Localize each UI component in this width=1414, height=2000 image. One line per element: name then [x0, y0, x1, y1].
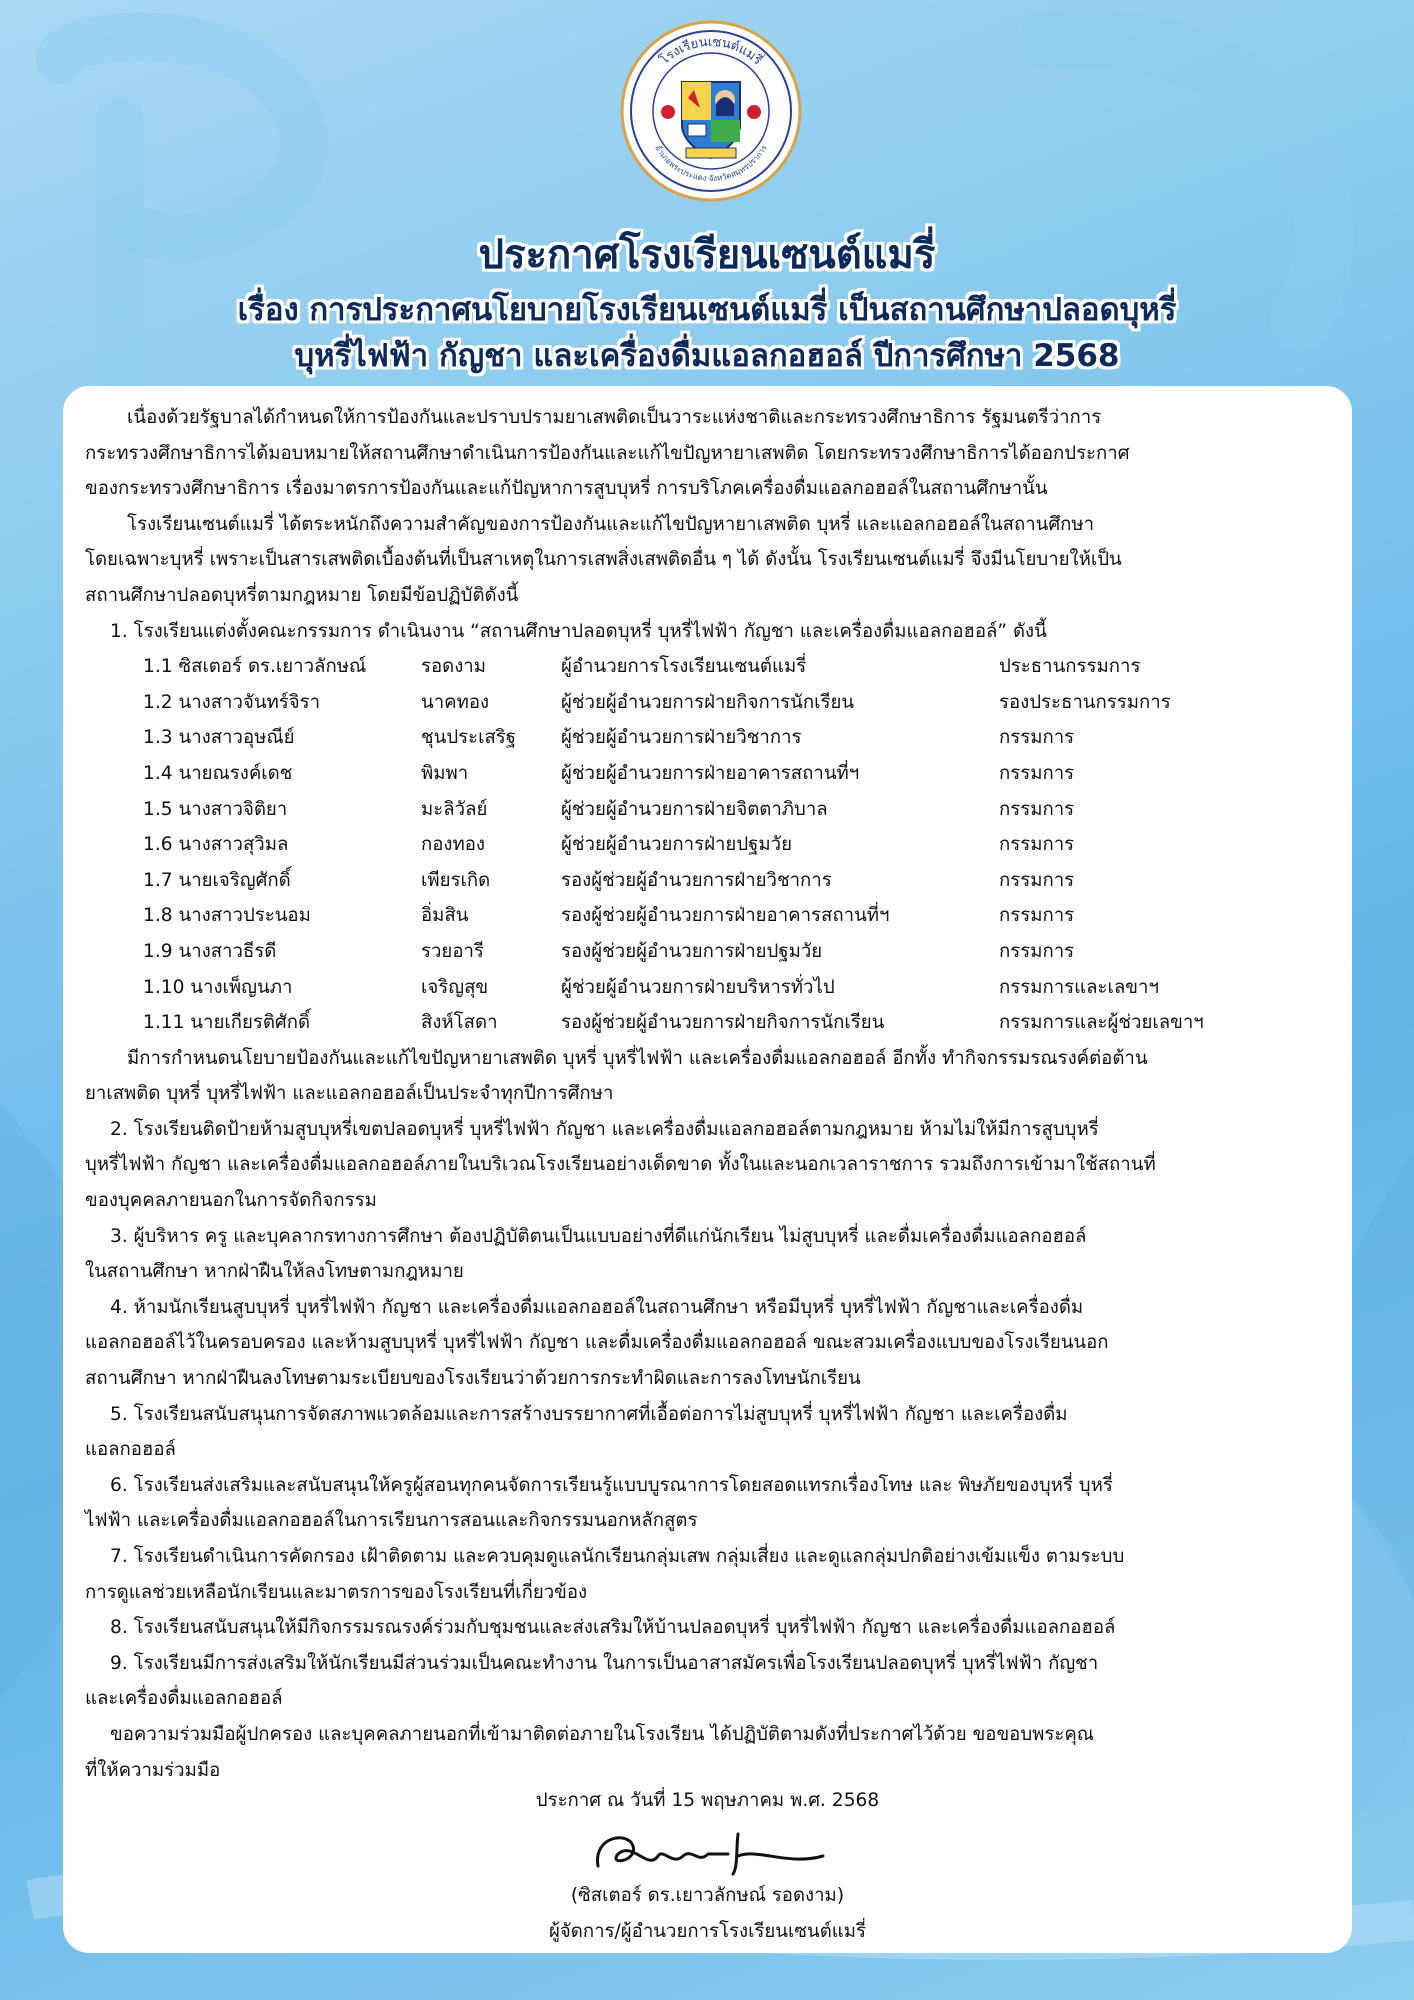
policy-line: ของบุคคลภายนอกในการจัดกิจกรรม [85, 1190, 377, 1212]
committee-row [85, 756, 1341, 792]
policy-line: 7. โรงเรียนดำเนินการคัดกรอง เฝ้าติดตาม และควบคุมดูแลนักเรียนกลุ่มเสพ กลุ่มเสี่ยง และดูแลกลุ่มปกติอย่างเข้มแข็ง ตามระบบ [110, 1546, 1125, 1567]
committee-member-surname: นาคทอง [421, 691, 490, 713]
committee-member-surname: เจริญสุข [421, 976, 489, 998]
committee-member-name: 1.8 นางสาวประนอม [143, 905, 311, 927]
committee-row [85, 720, 1341, 756]
committee-member-name: 1.3 นางสาวอุษณีย์ [143, 727, 295, 749]
page-subtitle-2: บุหรี่ไฟฟ้า กัญชา และเครื่องดื่มแอลกอฮอล์ ปีการศึกษา 2568 [294, 338, 1120, 374]
committee-row [85, 863, 1341, 899]
policy-line: และเครื่องดื่มแอลกอฮอล์ [85, 1688, 283, 1710]
policy-line: การดูแลช่วยเหลือนักเรียนและมาตรการของโรงเรียนที่เกี่ยวข้อง [85, 1581, 588, 1603]
committee-member-position: ผู้ช่วยผู้อำนวยการฝ่ายบริหารทั่วไป [561, 976, 835, 998]
committee-member-name: 1.4 นายณรงค์เดช [143, 762, 293, 784]
committee-row [85, 827, 1341, 863]
school-logo [620, 20, 802, 202]
committee-member-name: 1.9 นางสาวธีรดี [143, 940, 277, 962]
committee-member-name: 1.11 นายเกียรติศักดิ์ [143, 1012, 311, 1034]
announcement-card [63, 386, 1352, 1953]
committee-member-role: ประธานกรรมการ [999, 656, 1141, 678]
committee-row [85, 934, 1341, 970]
signatory-name: (ซิสเตอร์ ดร.เยาวลักษณ์ รอดงาม) [570, 1885, 845, 1906]
intro-line: เนื่องด้วยรัฐบาลได้กำหนดให้การป้องกันและปราบปรามยาเสพติดเป็นวาระแห่งชาติและกระทรวงศึกษาธิการ รัฐมนตรีว่าการ [127, 407, 1102, 428]
policy-list [85, 1041, 1341, 1788]
committee-member-role: กรรมการและเลขาฯ [999, 976, 1159, 998]
intro-line: กระทรวงศึกษาธิการได้มอบหมายให้สถานศึกษาดำเนินการป้องกันและแก้ไขปัญหายาเสพติด โดยกระทรวงศึกษาธิการได้ออกประกาศ [85, 442, 1130, 464]
committee-member-role: รองประธานกรรมการ [999, 691, 1171, 713]
committee-member-surname: สิงห์โสดา [421, 1012, 498, 1034]
committee-member-position: ผู้ช่วยผู้อำนวยการฝ่ายอาคารสถานที่ฯ [561, 762, 860, 784]
committee-member-surname: รอดงาม [421, 656, 487, 678]
committee-list [85, 649, 1341, 1041]
committee-member-role: กรรมการ [999, 869, 1075, 891]
committee-row [85, 792, 1341, 828]
committee-member-role: กรรมการและผู้ช่วยเลขาฯ [999, 1012, 1204, 1034]
committee-member-name: 1.5 นางสาวจิติยา [143, 798, 288, 820]
committee-row [85, 970, 1341, 1006]
intro-line: โดยเฉพาะบุหรี่ เพราะเป็นสารเสพติดเบื้องต้นที่เป็นสาเหตุในการเสพสิ่งเสพติดอื่น ๆ ได้ ดังนั้น โรงเรียนเซนต์แมรี่ จึงมีนโยบายให้เป็น [85, 549, 1122, 571]
committee-row [85, 649, 1341, 685]
signature-image [588, 1826, 828, 1882]
committee-member-surname: กองทอง [421, 834, 486, 856]
policy-line: 3. ผู้บริหาร ครู และบุคลากรทางการศึกษา ต้องปฏิบัติตนเป็นแบบอย่างที่ดีแก่นักเรียน ไม่สูบบุหรี่ และดื่มเครื่องดื่มแอลกอฮอล์ [110, 1225, 1087, 1247]
announcement-body [85, 400, 1341, 1788]
policy-line: สถานศึกษา หากฝ่าฝืนลงโทษตามระเบียบของโรงเรียนว่าด้วยการกระทำผิดและการลงโทษนักเรียน [85, 1368, 861, 1390]
policy-line: 2. โรงเรียนติดป้ายห้ามสูบบุหรี่เขตปลอดบุหรี่ บุหรี่ไฟฟ้า กัญชา และเครื่องดื่มแอลกอฮอล์ตามกฎหมาย ห้ามไม่ให้มีการสูบบุหรี่ [110, 1118, 1099, 1140]
intro-line: ของกระทรวงศึกษาธิการ เรื่องมาตรการป้องกันและแก้ปัญหาการสูบบุหรี่ การบริโภคเครื่องดื่มแอลกอฮอล์ในสถานศึกษานั้น [85, 478, 1048, 500]
committee-member-surname: ชุนประเสริฐ [421, 727, 517, 749]
policy-line: 5. โรงเรียนสนับสนุนการจัดสภาพแวดล้อมและการสร้างบรรยากาศที่เอื้อต่อการไม่สูบบุหรี่ บุหรี่ไฟฟ้า กัญชา และเครื่องดื่ม [110, 1403, 1068, 1425]
policy-line: มีการกำหนดนโยบายป้องกันและแก้ไขปัญหายาเสพติด บุหรี่ บุหรี่ไฟฟ้า และเครื่องดื่มแอลกอฮอล์ อีกทั้ง ทำกิจกรรมรณรงค์ต่อต้าน [127, 1047, 1148, 1069]
committee-row [85, 1005, 1341, 1041]
policy-line: ในสถานศึกษา หากฝ่าฝืนให้ลงโทษตามกฎหมาย [85, 1261, 464, 1283]
policy-line: ขอความร่วมมือผู้ปกครอง และบุคคลภายนอกที่เข้ามาติดต่อภายในโรงเรียน ได้ปฏิบัติตามดังที่ประกาศไว้ด้วย ขอขอบพระคุณ [110, 1723, 1095, 1745]
committee-member-role: กรรมการ [999, 727, 1075, 749]
committee-member-position: รองผู้ช่วยผู้อำนวยการฝ่ายกิจการนักเรียน [561, 1012, 885, 1034]
committee-member-surname: พิมพา [421, 762, 469, 784]
logo-ring-text-bottom: อำเภอพระประแดง จังหวัดสมุทรปราการ [653, 143, 769, 184]
policy-item-1: 1. โรงเรียนแต่งตั้งคณะกรรมการ ดำเนินงาน “สถานศึกษาปลอดบุหรี่ บุหรี่ไฟฟ้า กัญชา และเครื่องดื่มแอลกอฮอล์” ดังนี้ [110, 620, 1047, 642]
policy-line: ไฟฟ้า และเครื่องดื่มแอลกอฮอล์ในการเรียนการสอนและกิจกรรมนอกหลักสูตร [85, 1510, 698, 1532]
committee-member-name: 1.7 นายเจริญศักดิ์ [143, 869, 291, 891]
committee-row [85, 898, 1341, 934]
policy-line: แอลกอฮอล์ไว้ในครอบครอง และห้ามสูบบุหรี่ บุหรี่ไฟฟ้า กัญชา และดื่มเครื่องดื่มแอลกอฮอล์ ขณะสวมเครื่องแบบของโรงเรียนนอก [85, 1332, 1109, 1354]
committee-member-surname: อิ่มสิน [421, 905, 469, 927]
signatory-title: ผู้จัดการ/ผู้อำนวยการโรงเรียนเซนต์แมรี่ [548, 1921, 867, 1942]
committee-member-position: ผู้ช่วยผู้อำนวยการฝ่ายวิชาการ [561, 727, 802, 749]
policy-line: บุหรี่ไฟฟ้า กัญชา และเครื่องดื่มแอลกอฮอล์ภายในบริเวณโรงเรียนอย่างเด็ดขาด ทั้งในและนอกเวลาราชการ รวมถึงการเข้ามาใช้สถานที่ [85, 1154, 1156, 1176]
intro-line: สถานศึกษาปลอดบุหรี่ตามกฎหมาย โดยมีข้อปฏิบัติดังนี้ [85, 584, 519, 606]
committee-member-position: ผู้ช่วยผู้อำนวยการฝ่ายกิจการนักเรียน [561, 691, 855, 713]
committee-member-role: กรรมการ [999, 798, 1075, 820]
committee-member-name: 1.2 นางสาวจันทร์จิรา [143, 691, 321, 713]
committee-member-surname: รวยอารี [421, 940, 484, 962]
committee-member-position: ผู้อำนวยการโรงเรียนเซนต์แมรี่ [561, 656, 807, 678]
committee-member-name: 1.1 ซิสเตอร์ ดร.เยาวลักษณ์ [143, 656, 367, 678]
committee-member-role: กรรมการ [999, 940, 1075, 962]
intro-line: โรงเรียนเซนต์แมรี่ ได้ตระหนักถึงความสำคัญของการป้องกันและแก้ไขปัญหายาเสพติด บุหรี่ และแอลกอฮอล์ในสถานศึกษา [127, 513, 1095, 535]
policy-line: 4. ห้ามนักเรียนสูบบุหรี่ บุหรี่ไฟฟ้า กัญชา และเครื่องดื่มแอลกอฮอล์ในสถานศึกษา หรือมีบุหรี่ บุหรี่ไฟฟ้า กัญชาและเครื่องดื่ม [110, 1296, 1084, 1318]
committee-row [85, 685, 1341, 721]
logo-ring-text-top: โรงเรียนเซนต์แมรี่ [657, 34, 765, 69]
policy-line: ที่ให้ความร่วมมือ [85, 1759, 221, 1781]
announcement-date: ประกาศ ณ วันที่ 15 พฤษภาคม พ.ศ. 2568 [535, 1790, 880, 1811]
committee-member-role: กรรมการ [999, 905, 1075, 927]
policy-line: 9. โรงเรียนมีการส่งเสริมให้นักเรียนมีส่วนร่วมเป็นคณะทำงาน ในการเป็นอาสาสมัครเพื่อโรงเรียนปลอดบุหรี่ บุหรี่ไฟฟ้า กัญชา [110, 1652, 1099, 1674]
policy-line: ยาเสพติด บุหรี่ บุหรี่ไฟฟ้า และแอลกอฮอล์เป็นประจำทุกปีการศึกษา [85, 1083, 614, 1105]
committee-member-role: กรรมการ [999, 762, 1075, 784]
policy-line: 8. โรงเรียนสนับสนุนให้มีกิจกรรมรณรงค์ร่วมกับชุมชนและส่งเสริมให้บ้านปลอดบุหรี่ บุหรี่ไฟฟ้า กัญชา และเครื่องดื่มแอลกอฮอล์ [110, 1617, 1116, 1639]
policy-line: แอลกอฮอล์ [85, 1439, 176, 1461]
committee-member-position: รองผู้ช่วยผู้อำนวยการฝ่ายวิชาการ [561, 869, 832, 891]
policy-line: 6. โรงเรียนส่งเสริมและสนับสนุนให้ครูผู้สอนทุกคนจัดการเรียนรู้แบบบูรณาการโดยสอดแทรกเรื่องโทษ และ พิษภัยของบุหรี่ บุหรี่ [110, 1474, 1113, 1496]
committee-member-name: 1.6 นางสาวสุวิมล [143, 834, 289, 856]
committee-member-position: รองผู้ช่วยผู้อำนวยการฝ่ายปฐมวัย [561, 940, 823, 962]
page-subtitle-1: เรื่อง การประกาศนโยบายโรงเรียนเซนต์แมรี่ เป็นสถานศึกษาปลอดบุหรี่ [237, 292, 1177, 328]
committee-member-position: ผู้ช่วยผู้อำนวยการฝ่ายปฐมวัย [561, 834, 792, 856]
committee-member-position: ผู้ช่วยผู้อำนวยการฝ่ายจิตตาภิบาล [561, 798, 828, 820]
committee-member-name: 1.10 นางเพ็ญนภา [143, 976, 293, 998]
page-title: ประกาศโรงเรียนเซนต์แมรี่ [478, 232, 936, 278]
committee-member-surname: มะลิวัลย์ [421, 798, 488, 820]
committee-member-position: รองผู้ช่วยผู้อำนวยการฝ่ายอาคารสถานที่ฯ [561, 905, 890, 927]
committee-member-role: กรรมการ [999, 834, 1075, 856]
committee-member-surname: เพียรเกิด [421, 869, 491, 891]
